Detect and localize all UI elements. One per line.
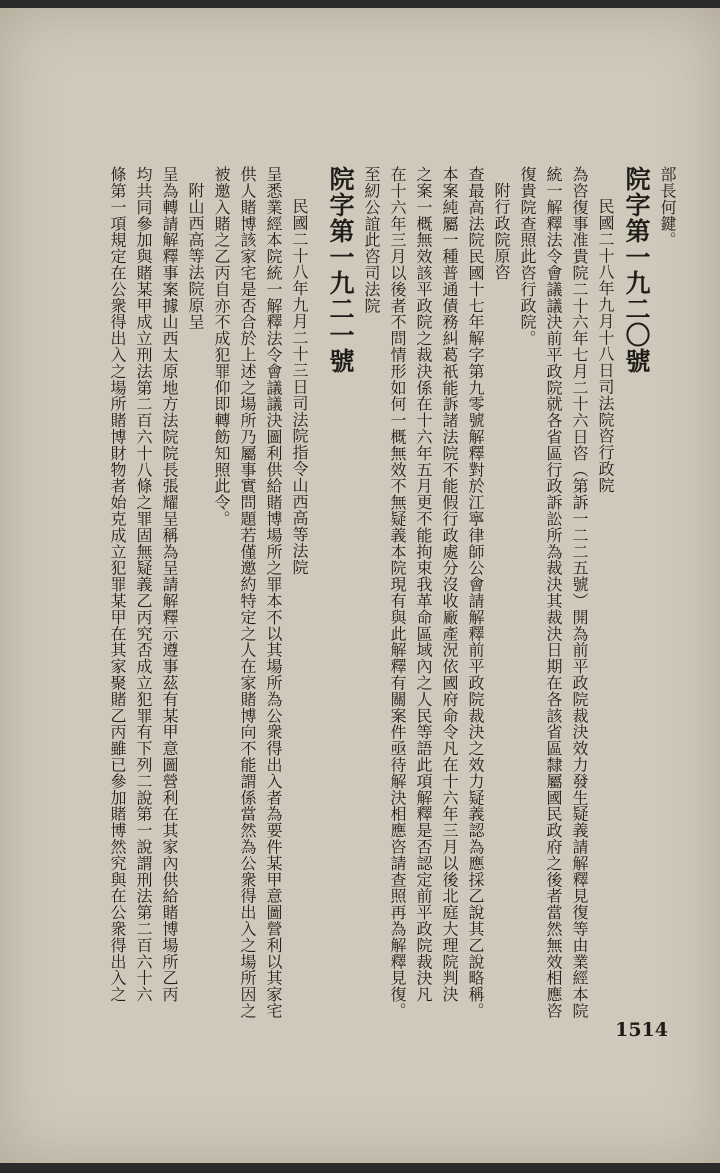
text-line: 之案一概無效該平政院之裁決係在十六年五月更不能拘束我革命區域內之人民等語此項解釋是否認定前平政院裁決凡	[414, 166, 433, 1003]
text-line: 查最高法院民國十七年解字第九零號解釋對於江寧律師公會請解釋前平政院裁決之效力疑義認為應採乙說其乙說略稱。	[466, 166, 485, 1019]
text-line: 復貴院查照此咨行政院。	[518, 166, 537, 347]
section-date-line: 民國二十八年九月十八日司法院咨行政院	[596, 198, 615, 494]
attachment-title: 附山西高等法院原呈	[186, 182, 205, 330]
viewer-top-bar	[0, 0, 720, 8]
attachment-title: 附行政院原咨	[492, 182, 511, 281]
scanned-page	[0, 8, 720, 1163]
section-number: 院字第一九二〇號	[622, 166, 651, 374]
viewer-bottom-bar	[0, 1163, 720, 1173]
text-line: 被邀入賭之乙丙自亦不成犯罪仰即轉飭知照此令。	[212, 166, 231, 527]
section-number: 院字第一九二一號	[326, 166, 355, 374]
text-line: 部長何鍵。	[658, 166, 677, 248]
text-line: 條第一項規定在公衆得出入之場所賭博財物者始克成立犯罪某甲在其家聚賭乙丙雖已參加賭博然究與在公衆得出入之	[108, 166, 127, 1003]
text-line: 至紉公誼此咨司法院	[362, 166, 381, 314]
text-line: 呈悉業經本院統一解釋法令會議議決圖利供給賭博場所之罪本不以其場所為公衆得出入者為要件某甲意圖營利以其家宅	[264, 166, 283, 1019]
page-number: 1514	[615, 1019, 668, 1041]
vertical-text-block	[104, 166, 680, 1046]
text-line: 本案純屬一種普通債務糾葛祇能訴諸法院不能假行政處分沒收廠產況依國府命令凡在十六年三月以後北庭大理院判決	[440, 166, 459, 1003]
text-line: 在十六年三月以後者不問情形如何一概無效不無疑義本院現有與此解釋有關案件亟待解決相應咨請查照再為解釋見復。	[388, 166, 407, 1019]
text-line: 均共同參加與賭某甲成立刑法第二百六十八條之罪固無疑義乙丙究否成立犯罪有下列二說第一說謂刑法第二百六十六	[134, 166, 153, 1003]
section-heading	[322, 166, 358, 1046]
text-line: 為咨復事准貴院二十六年七月二十六日咨（第訴一二二五號）開為前平政院裁決效力發生疑義請解釋見復等由業經本院	[570, 166, 589, 1019]
text-line: 供人賭博該家宅是否合於上述之場所乃屬事實問題若僅邀約特定之人在家賭博向不能謂係當然為公衆得出入之場所因之	[238, 166, 257, 1019]
text-line: 統一解釋法令會議議決前平政院就各省區行政訴訟所為裁決其裁決日期在各該省區隸屬國民政府之後者當然無效相應咨	[544, 166, 563, 1019]
section-heading	[618, 166, 654, 1046]
text-line: 呈為轉請解釋事案據山西太原地方法院院長張耀呈稱為呈請解釋示遵事茲有某甲意圖營利在其家內供給賭博場所乙丙	[160, 166, 179, 1003]
section-date-line: 民國二十八年九月二十三日司法院指令山西高等法院	[290, 198, 309, 576]
